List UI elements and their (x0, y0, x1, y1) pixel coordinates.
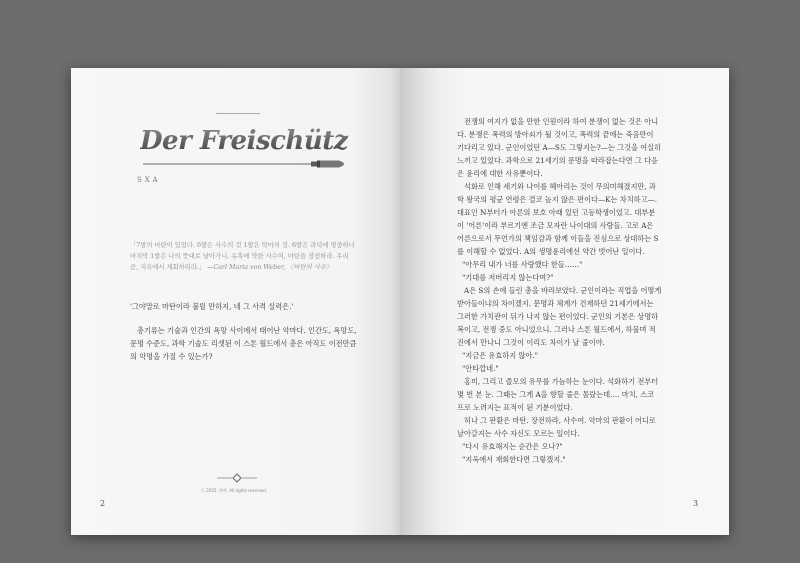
text-line: 전쟁의 여지가 없을 만한 인원이라 하여 분쟁이 없는 것은 아니 (464, 117, 659, 126)
copyright-notice: ⓒ 2025. 뭔꺽. All rights reserved. (201, 488, 268, 493)
dialogue-line: "아무리 내가 너를 사랑했다 한들……" (462, 260, 583, 269)
title-rule (216, 113, 260, 114)
left-page (71, 68, 400, 535)
text-line: 허나 그 판환은 마탄. 장전하라, 사수여. 악마의 판환이 어디로 (464, 416, 656, 425)
dialogue-line: "기대를 저버리지 않는다며?" (462, 273, 554, 282)
book-title: Der Freischütz (140, 126, 349, 156)
text-line: 기다리고 있다. 군인이었던 A—S도 그렇지는?—는 그것을 여실히 (457, 143, 662, 152)
text-line: 어른으로서 무언가의 책임감과 함께 이들을 진심으로 상대하는 S (457, 234, 659, 243)
epigraph-text: 「7발의 마탄이 있었다. 6발은 사수의 것 1발은 악마의 것. 6발은 과녁에 명중하나 마지막 1발은 나의 뜻대로 날아가니. 유혹에 약한 사수여, 마탄을 장전하라. 우리 곧, 지옥에서 재회하리라.」 (130, 242, 355, 272)
text-line: 홍미, 그리고 즐모의 유무를 가늠하는 눈이다. 석화하기 전부터 (464, 377, 659, 386)
page-number-right: 3 (693, 499, 699, 508)
text-line: 대표인 N부터가 아론의 보호 아래 있던 고등학생이었고. 대부분 (457, 208, 656, 217)
text-line: 그러한 가치관이 뒤가 나지 않는 편이었다. 군인의 기본은 상명하 (457, 312, 659, 321)
dialogue-line: "지옥에서 재회한다면 그렇겠지." (462, 455, 566, 464)
right-page (400, 68, 729, 535)
body-paragraph: 총기류는 기술과 인간의 욕망 사이에서 태어난 악마다. 인간도, 욕망도, 문명 수준도, 과학 기술도 리셋된 이 스톤 월드에서 총은 아직도 이전만큼의 악명을 가질 수 있는가? (130, 326, 357, 361)
text-line: 프로 노려지는 표적이 된 기분이었다. (457, 403, 573, 412)
text-line: 몇 번 본 눈. 그때는 그게 A을 향할 줄은 몰랐는데…. 마치, 스코 (457, 390, 655, 399)
bullet-icon (143, 158, 353, 170)
page-number-left: 2 (100, 499, 106, 508)
dialogue-line: "안타깝네." (462, 364, 499, 373)
text-line: 학 왕국의 평균 연령은 결코 높지 않은 편이다—K는 차치하고—. (457, 195, 658, 204)
dialogue-line: "지금은 유효하지 않아." (462, 351, 538, 360)
dialogue-line: '그야말로 마탄이라 불릴 만하지, 네 그 사격 실력은.' (130, 302, 294, 311)
text-line: 느끼고 있었다. 과학으로 21세기의 문명을 따라잡는다면 그 다음 (457, 156, 659, 165)
epigraph-source: —Carl Maria von Weber, 〈마탄의 사수〉 (207, 264, 333, 272)
text-line: 다. 분쟁은 폭력의 방아쇠가 될 것이고, 폭력의 끝에는 죽음만이 (457, 130, 654, 139)
author-name: SXA (137, 176, 161, 184)
epigraph (130, 240, 356, 274)
book-spread (71, 68, 729, 535)
text-line: 를 이해할 수 없었다. A의 생명윤리에선 약간 벗어난 일이다. (457, 247, 645, 256)
text-line: 복이고, 전쟁 중도 아니었으니. 그러나 스톤 월드에서, 하물며 적 (457, 325, 656, 334)
text-line: 받아들이냐의 차이겠지. 문명과 체계가 건재하던 21세기에서는 (457, 299, 654, 308)
text-line: 날아갈지는 사수 자신도 모르는 일이다. (457, 429, 580, 438)
right-page-body (457, 115, 711, 466)
text-line: 이 '어른'이라 부르기엔 조금 모자란 나이대의 사람들. 고로 A은 (457, 221, 654, 230)
dialogue-line: "다시 유효해지는 순간은 오나?" (462, 442, 563, 451)
text-line: A은 S의 손에 들린 총을 바라보았다. 군인이라는 직업을 어떻게 (464, 286, 662, 295)
text-line: 은 윤리에 대한 사유뿐이다. (457, 169, 543, 178)
text-line: 석화로 인해 세기와 나이를 헤아리는 것이 무의미해졌지만, 과 (464, 182, 656, 191)
text-line: 진에서 만나니 그것이 이리도 차이가 날 줄이야. (457, 338, 605, 347)
diamond-divider-icon (217, 473, 257, 483)
